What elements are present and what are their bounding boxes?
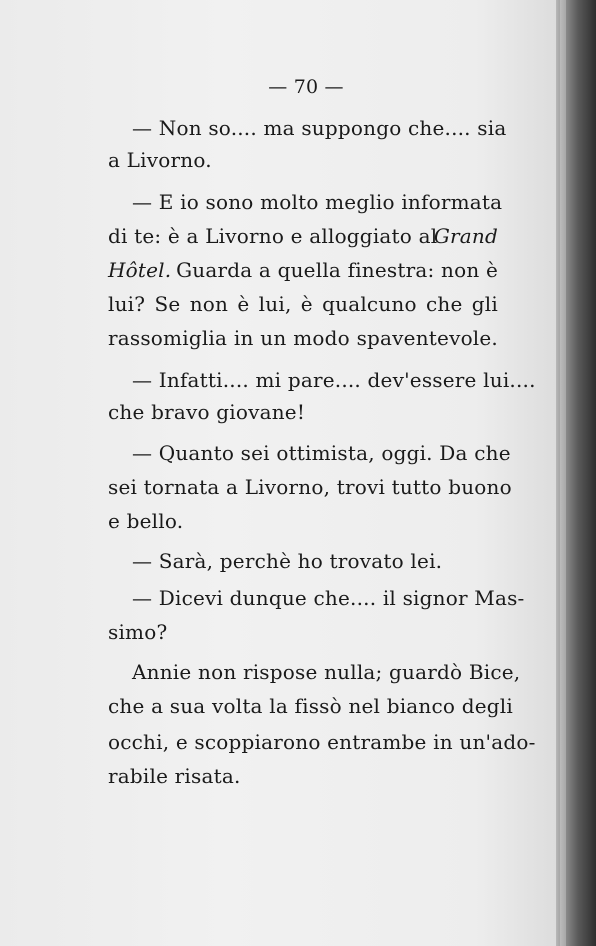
text-line-19: rabile risata. [108, 764, 241, 788]
text-line-5: Guarda a quella finestra: non è [176, 258, 498, 282]
text-line-7: rassomiglia in un modo spaventevole. [108, 326, 498, 350]
text-line-2: a Livorno. [108, 148, 212, 172]
text-line-10: — Quanto sei ottimista, oggi. Da che [132, 441, 511, 465]
text-line-8: — Infatti.... mi pare.... dev'essere lui.... [132, 368, 536, 392]
text-line-18: occhi, e scoppiarono entrambe in un'ado- [108, 730, 536, 754]
text-line-3: — E io sono molto meglio informata [132, 190, 503, 214]
text-line-16: Annie non rispose nulla; guardò Bice, [132, 660, 521, 684]
page-number: — 70 — [268, 76, 344, 98]
text-line-13: — Sarà, perchè ho trovato lei. [132, 549, 443, 573]
text-line-6: lui? Se non è lui, è qualcuno che gli [108, 292, 498, 316]
text-grand: Grand [433, 224, 498, 248]
spine-highlight [560, 0, 566, 946]
text-line-4: di te: è a Livorno e alloggiato al [108, 224, 438, 248]
text-line-12: e bello. [108, 509, 184, 533]
text-line-5-container [108, 257, 498, 283]
text-line-14: — Dicevi dunque che.... il signor Mas- [132, 586, 525, 610]
text-line-15: simo? [108, 620, 168, 644]
text-hotel: Hôtel. [108, 258, 172, 282]
text-line-11: sei tornata a Livorno, trovi tutto buono [108, 475, 512, 499]
text-line-17: che a sua volta la fissò nel bianco degli [108, 694, 513, 718]
text-line-4-container [108, 223, 498, 249]
text-line-1: — Non so.... ma suppongo che.... sia [132, 116, 507, 140]
text-line-9: che bravo giovane! [108, 400, 306, 424]
